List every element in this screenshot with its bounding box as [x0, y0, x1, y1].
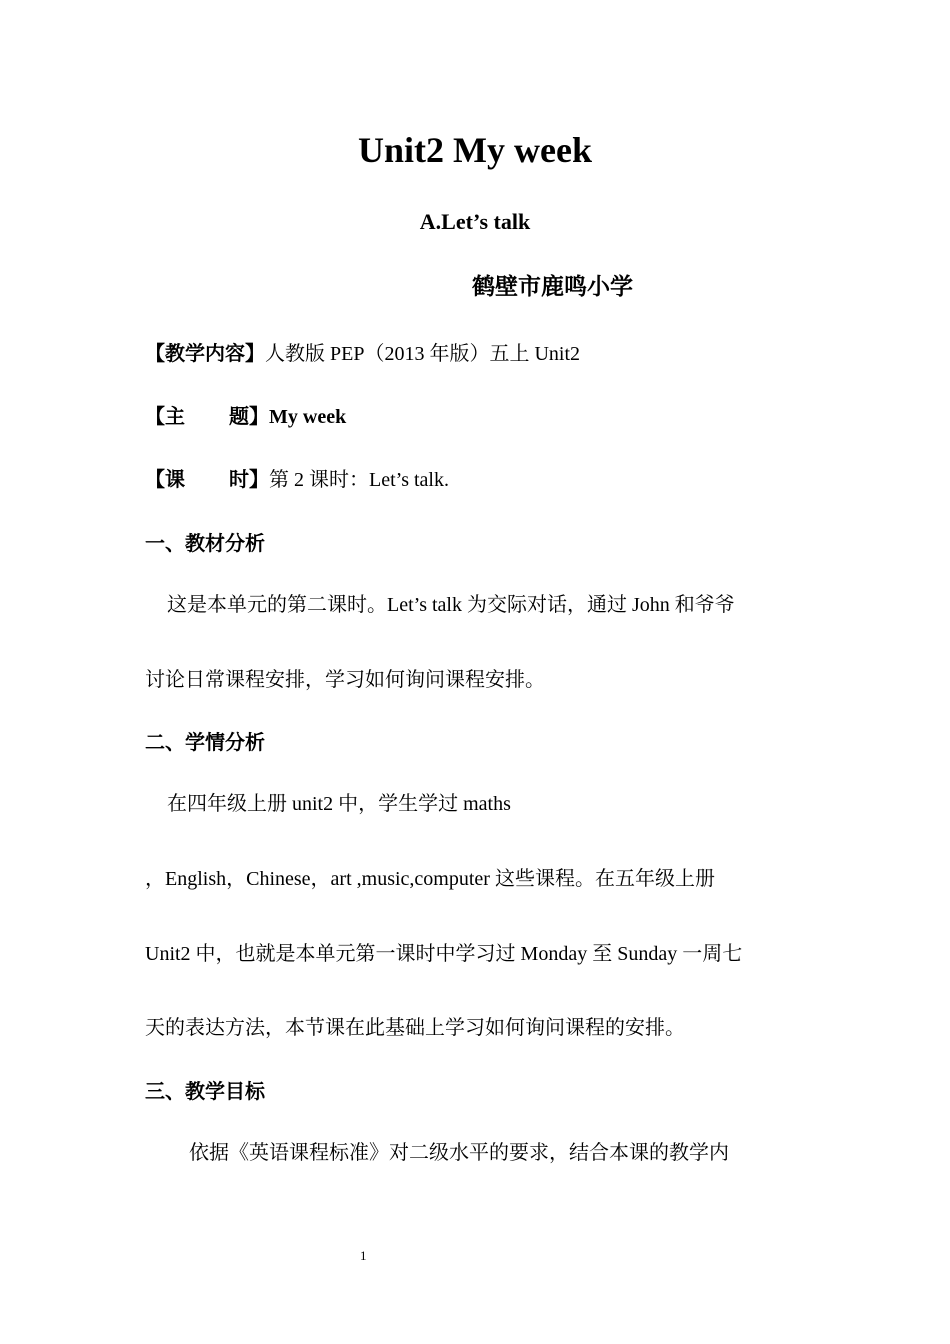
meta-period-value: 第 2 课时：Let’s talk. — [269, 469, 449, 491]
paragraph-line: 依据《英语课程标准》对二级水平的要求，结合本课的教学内 — [189, 1142, 729, 1164]
meta-period-label-open: 【课 — [145, 467, 185, 491]
school-name: 鹤壁市鹿鸣小学 — [472, 274, 633, 300]
page-number: 1 — [360, 1248, 367, 1263]
meta-topic-line — [145, 401, 346, 432]
meta-period-line — [145, 464, 449, 495]
document-subtitle: A.Let’s talk — [419, 209, 531, 234]
document-title: Unit2 My week — [358, 130, 592, 170]
paragraph-line: Unit2 中，也就是本单元第一课时中学习过 Monday 至 Sunday 一周七 — [145, 943, 743, 965]
paragraph-line: 讨论日常课程安排，学习如何询问课程安排。 — [145, 669, 545, 691]
meta-topic-label-open: 【主 — [145, 404, 185, 428]
paragraph-line: 这是本单元的第二课时。Let’s talk 为交际对话，通过 John 和爷爷 — [167, 594, 735, 616]
paragraph-line: ，English，Chinese，art ,music,computer 这些课程。在五年级上册 — [145, 868, 715, 890]
meta-content-line — [145, 338, 580, 369]
meta-topic-value: My week — [269, 406, 347, 428]
section-heading: 一、教材分析 — [145, 531, 265, 555]
paragraph-line: 在四年级上册 unit2 中，学生学过 maths — [167, 793, 511, 815]
meta-period-label-close: 时】 — [229, 467, 269, 491]
section-heading: 三、教学目标 — [145, 1079, 265, 1103]
meta-content-value: 人教版 PEP（2013 年版）五上 Unit2 — [265, 343, 581, 365]
section-heading: 二、学情分析 — [145, 730, 265, 754]
meta-content-label: 【教学内容】 — [145, 341, 265, 365]
meta-topic-label-close: 题】 — [229, 404, 269, 428]
paragraph-line: 天的表达方法，本节课在此基础上学习如何询问课程的安排。 — [145, 1017, 685, 1039]
